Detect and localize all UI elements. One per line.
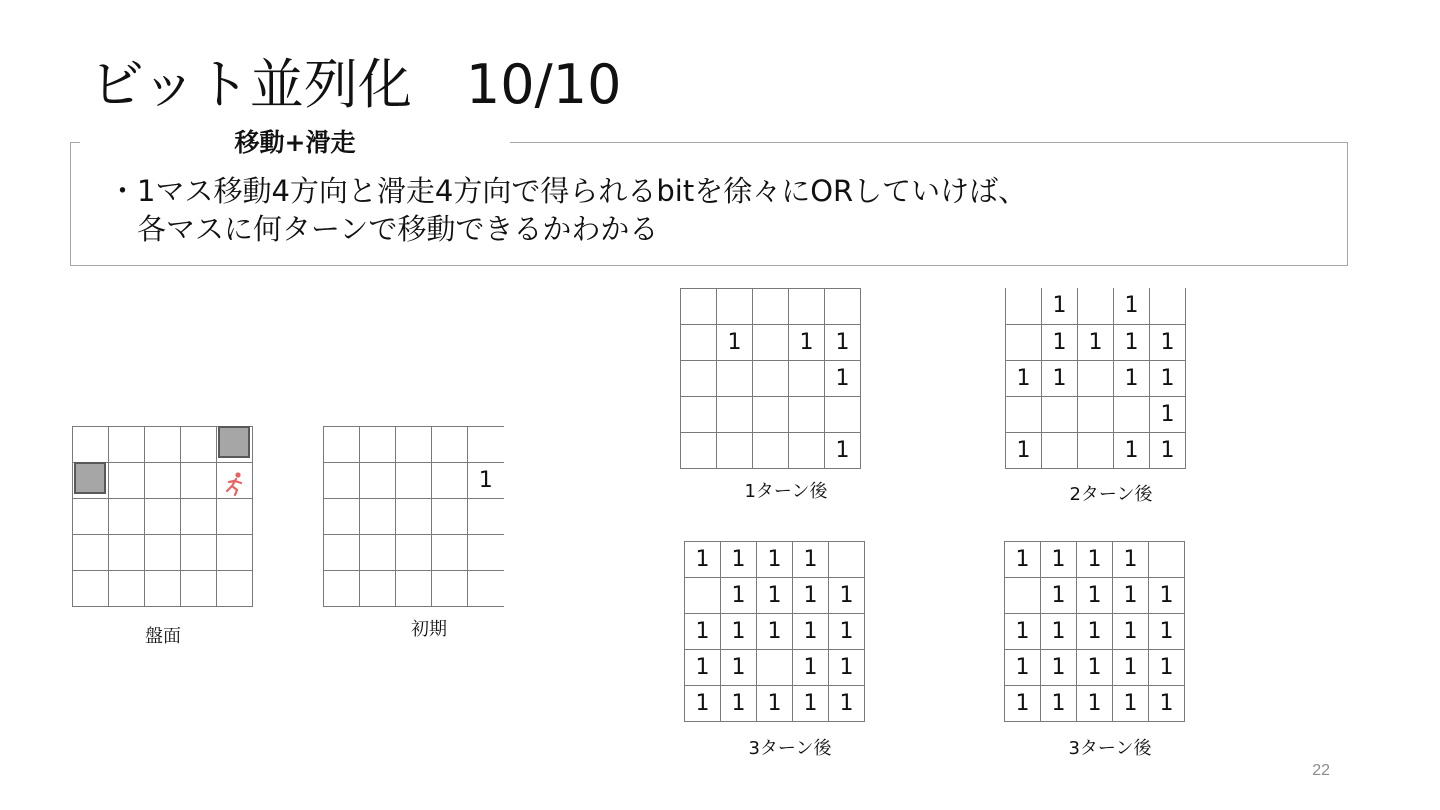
turn1-cell — [789, 397, 825, 433]
board-cell — [181, 535, 217, 571]
turn2-cell — [1006, 288, 1042, 324]
turn1-cell — [717, 397, 753, 433]
board-cell — [109, 463, 145, 499]
board-cell — [109, 571, 145, 607]
initial-cell — [468, 427, 504, 463]
turn3a-cell: 1 — [757, 686, 793, 722]
initial-row — [324, 499, 504, 535]
board-cell — [109, 499, 145, 535]
board-cell — [73, 535, 109, 571]
initial-cell — [360, 463, 396, 499]
initial-cell — [468, 499, 504, 535]
initial-cell — [396, 499, 432, 535]
turn3b-cell: 1 — [1113, 686, 1149, 722]
turn3a-cell — [757, 650, 793, 686]
turn1-cell — [753, 361, 789, 397]
turn1-cell: 1 — [825, 325, 861, 361]
turn2-grid — [1005, 288, 1186, 469]
turn3b-cell: 1 — [1041, 650, 1077, 686]
initial-cell — [468, 535, 504, 571]
turn3b-cell: 1 — [1149, 614, 1185, 650]
initial-cell — [432, 571, 468, 607]
turn3b-cell: 1 — [1077, 614, 1113, 650]
turn2-cell: 1 — [1114, 432, 1150, 468]
board-cell — [145, 499, 181, 535]
turn2-cell — [1150, 288, 1186, 324]
turn1-cell — [681, 325, 717, 361]
turn3b-row — [1005, 542, 1185, 578]
turn1-cell: 1 — [825, 433, 861, 469]
turn3b-cell: 1 — [1077, 650, 1113, 686]
turn1-cell — [717, 361, 753, 397]
turn2-cell: 1 — [1150, 432, 1186, 468]
turn3a-grid — [684, 541, 865, 722]
turn3a-cell — [685, 578, 721, 614]
turn3b-cell: 1 — [1149, 686, 1185, 722]
turn1-cell: 1 — [717, 325, 753, 361]
turn3b-cell: 1 — [1113, 542, 1149, 578]
turn1-cell — [753, 289, 789, 325]
turn2-cell: 1 — [1042, 324, 1078, 360]
turn2-cell: 1 — [1114, 360, 1150, 396]
board-row — [73, 535, 253, 571]
board-cell — [181, 499, 217, 535]
turn2-cell: 1 — [1150, 396, 1186, 432]
board-cell — [217, 499, 253, 535]
turn3b-cell: 1 — [1005, 686, 1041, 722]
turn3a-cell: 1 — [721, 650, 757, 686]
turn3a-row — [685, 542, 865, 578]
turn3a-caption: 3ターン後 — [748, 738, 832, 759]
turn3a-cell: 1 — [829, 650, 865, 686]
turn2-cell: 1 — [1114, 288, 1150, 324]
initial-cell — [432, 427, 468, 463]
board-cell — [217, 571, 253, 607]
turn2-cell — [1078, 288, 1114, 324]
initial-cell — [432, 463, 468, 499]
turn3a-cell: 1 — [757, 614, 793, 650]
board-cell — [73, 499, 109, 535]
turn1-row — [681, 433, 861, 469]
turn2-cell — [1114, 396, 1150, 432]
turn3b-cell: 1 — [1077, 686, 1113, 722]
turn3b-cell: 1 — [1113, 578, 1149, 614]
initial-cell — [324, 571, 360, 607]
initial-cell — [324, 535, 360, 571]
turn3b-caption: 3ターン後 — [1068, 738, 1152, 759]
turn1-row — [681, 361, 861, 397]
initial-cell — [432, 499, 468, 535]
initial-cell — [468, 571, 504, 607]
initial-cell — [360, 535, 396, 571]
initial-grid — [323, 426, 504, 607]
turn3a-cell: 1 — [721, 614, 757, 650]
initial-cell — [360, 571, 396, 607]
turn2-cell — [1078, 360, 1114, 396]
turn3b-row — [1005, 614, 1185, 650]
board-cell — [109, 535, 145, 571]
turn3a-cell: 1 — [685, 686, 721, 722]
turn3a-cell: 1 — [829, 614, 865, 650]
turn2-cell: 1 — [1114, 324, 1150, 360]
turn3b-cell: 1 — [1041, 686, 1077, 722]
turn3b-cell: 1 — [1077, 578, 1113, 614]
initial-row — [324, 535, 504, 571]
initial-row — [324, 571, 504, 607]
turn1-row — [681, 397, 861, 433]
initial-cell — [324, 499, 360, 535]
turn3a-cell: 1 — [793, 650, 829, 686]
turn2-cell: 1 — [1006, 360, 1042, 396]
initial-caption: 初期 — [411, 619, 447, 640]
description-line-2: 各マスに何ターンで移動できるかわかる — [108, 212, 659, 246]
turn3b-cell: 1 — [1005, 614, 1041, 650]
board-cell — [145, 571, 181, 607]
turn1-cell: 1 — [789, 325, 825, 361]
turn1-cell — [681, 433, 717, 469]
initial-cell: 1 — [468, 463, 504, 499]
turn1-cell — [789, 433, 825, 469]
turn2-cell: 1 — [1150, 360, 1186, 396]
board-cell — [73, 427, 109, 463]
turn1-row — [681, 289, 861, 325]
board-caption: 盤面 — [145, 626, 181, 647]
board-cell — [145, 535, 181, 571]
turn1-cell — [789, 361, 825, 397]
turn3a-cell: 1 — [685, 542, 721, 578]
initial-cell — [396, 535, 432, 571]
turn3a-row — [685, 686, 865, 722]
turn2-row — [1006, 432, 1186, 468]
turn2-row — [1006, 396, 1186, 432]
turn2-cell — [1078, 432, 1114, 468]
board-cell — [181, 571, 217, 607]
turn1-cell — [717, 289, 753, 325]
turn3b-cell: 1 — [1149, 578, 1185, 614]
wall-block — [74, 462, 106, 494]
turn3a-cell: 1 — [721, 578, 757, 614]
turn3a-cell: 1 — [721, 686, 757, 722]
turn3a-row — [685, 614, 865, 650]
turn3a-cell: 1 — [793, 578, 829, 614]
turn3b-cell: 1 — [1113, 650, 1149, 686]
turn3b-cell: 1 — [1077, 542, 1113, 578]
initial-cell — [324, 463, 360, 499]
initial-cell — [360, 427, 396, 463]
turn3b-row — [1005, 578, 1185, 614]
turn3a-cell: 1 — [829, 578, 865, 614]
initial-cell — [360, 499, 396, 535]
board-cell — [217, 535, 253, 571]
turn1-cell: 1 — [825, 361, 861, 397]
turn3a-cell: 1 — [721, 542, 757, 578]
turn3b-cell — [1149, 542, 1185, 578]
board-cell — [109, 427, 145, 463]
board-cell — [181, 427, 217, 463]
description-line-1: ・1マス移動4方向と滑走4方向で得られるbitを徐々にORしていけば、 — [108, 174, 1028, 208]
turn3b-cell: 1 — [1041, 614, 1077, 650]
turn2-cell — [1078, 396, 1114, 432]
turn3a-cell: 1 — [829, 686, 865, 722]
board-cell — [73, 571, 109, 607]
board-cell — [145, 427, 181, 463]
slide-title: ビット並列化 10/10 — [90, 53, 622, 116]
turn3a-row — [685, 578, 865, 614]
turn1-cell — [717, 433, 753, 469]
turn2-cell — [1042, 396, 1078, 432]
turn3a-cell: 1 — [793, 686, 829, 722]
page-number: 22 — [1312, 762, 1330, 779]
turn3a-cell: 1 — [757, 542, 793, 578]
turn2-cell: 1 — [1150, 324, 1186, 360]
turn2-caption: 2ターン後 — [1069, 484, 1153, 505]
description-heading: 移動+滑走 — [80, 124, 510, 162]
initial-cell — [432, 535, 468, 571]
turn3b-cell: 1 — [1113, 614, 1149, 650]
turn3a-cell: 1 — [793, 614, 829, 650]
turn3a-cell: 1 — [757, 578, 793, 614]
turn1-cell — [681, 361, 717, 397]
turn3b-cell: 1 — [1041, 578, 1077, 614]
board-cell — [181, 463, 217, 499]
initial-cell — [396, 463, 432, 499]
turn2-cell: 1 — [1042, 360, 1078, 396]
turn2-row — [1006, 360, 1186, 396]
turn1-cell — [753, 397, 789, 433]
initial-row — [324, 427, 504, 463]
board-cell — [145, 463, 181, 499]
turn2-cell: 1 — [1006, 432, 1042, 468]
turn1-row — [681, 325, 861, 361]
turn2-row — [1006, 288, 1186, 324]
turn1-caption: 1ターン後 — [744, 481, 828, 502]
turn2-cell: 1 — [1078, 324, 1114, 360]
turn3a-cell: 1 — [793, 542, 829, 578]
wall-block — [218, 426, 250, 458]
turn3a-row — [685, 650, 865, 686]
turn3a-cell — [829, 542, 865, 578]
turn3b-cell: 1 — [1005, 650, 1041, 686]
turn3b-cell: 1 — [1005, 542, 1041, 578]
turn2-cell: 1 — [1042, 288, 1078, 324]
turn1-cell — [681, 397, 717, 433]
turn1-cell — [753, 433, 789, 469]
initial-row — [324, 463, 504, 499]
board-row — [73, 571, 253, 607]
turn1-cell — [825, 289, 861, 325]
board-row — [73, 499, 253, 535]
turn3a-cell: 1 — [685, 614, 721, 650]
turn3b-row — [1005, 650, 1185, 686]
turn3b-grid — [1004, 541, 1185, 722]
turn2-cell — [1006, 396, 1042, 432]
turn1-cell — [825, 397, 861, 433]
turn1-cell — [753, 325, 789, 361]
turn1-cell — [789, 289, 825, 325]
turn3b-cell: 1 — [1041, 542, 1077, 578]
turn3b-cell: 1 — [1149, 650, 1185, 686]
turn3b-cell — [1005, 578, 1041, 614]
turn1-cell — [681, 289, 717, 325]
running-person-icon — [222, 471, 248, 501]
turn2-cell — [1006, 324, 1042, 360]
turn3b-row — [1005, 686, 1185, 722]
initial-cell — [324, 427, 360, 463]
turn2-cell — [1042, 432, 1078, 468]
initial-cell — [396, 427, 432, 463]
initial-cell — [396, 571, 432, 607]
turn1-grid — [680, 288, 861, 469]
turn3a-cell: 1 — [685, 650, 721, 686]
turn2-row — [1006, 324, 1186, 360]
